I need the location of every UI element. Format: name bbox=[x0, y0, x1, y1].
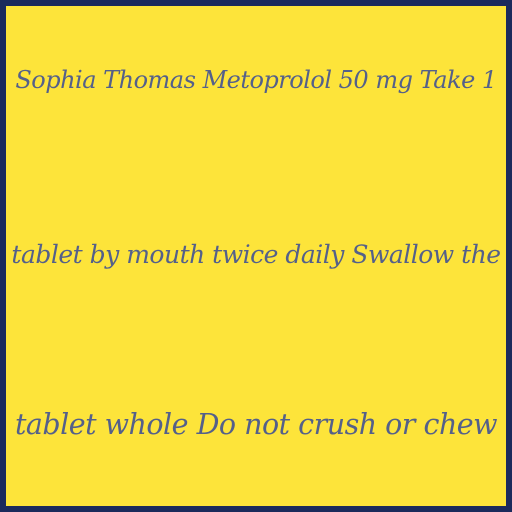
label-line-warning: tablet whole Do not crush or chew bbox=[14, 408, 498, 441]
prescription-label bbox=[6, 6, 506, 506]
label-line-dosage: tablet by mouth twice daily Swallow the bbox=[11, 240, 501, 269]
label-line-patient-drug: Sophia Thomas Metoprolol 50 mg Take 1 bbox=[15, 66, 497, 94]
